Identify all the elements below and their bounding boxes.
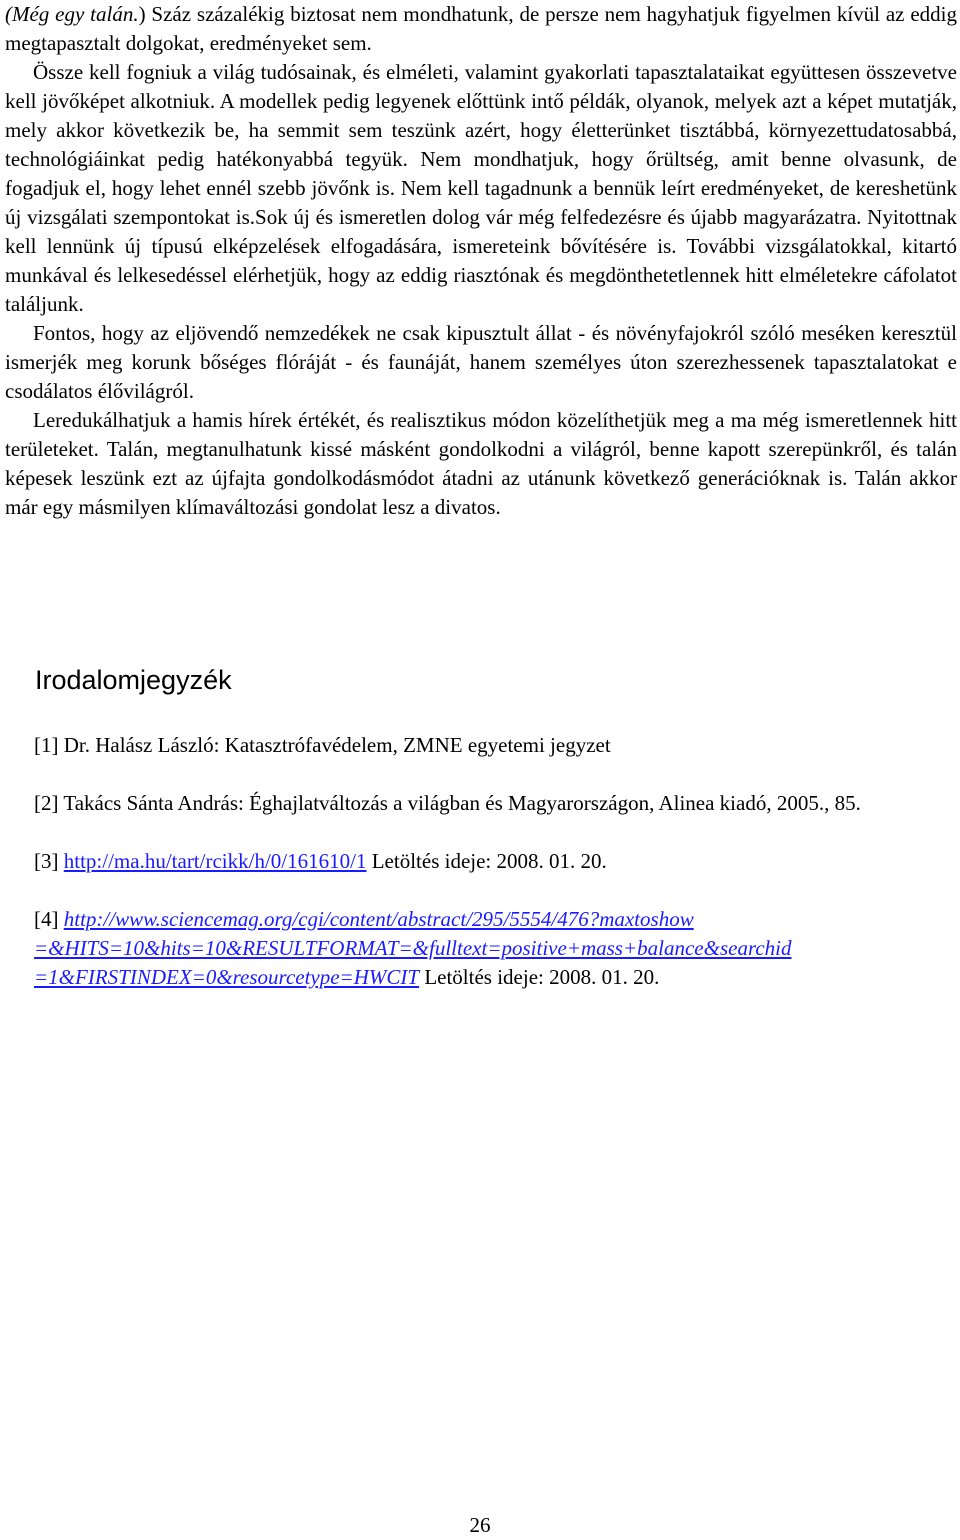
reference-3-suffix: Letöltés ideje: 2008. 01. 20. [366,849,607,873]
paragraph-1-italic: (Még egy talán. [5,2,139,26]
reference-3-prefix: [3] [34,849,64,873]
reference-3-link[interactable]: http://ma.hu/tart/rcikk/h/0/161610/1 [63,849,367,873]
reference-3 [34,847,956,876]
reference-4 [34,905,956,992]
reference-2: [2] Takács Sánta András: Éghajlatváltozás a világban és Magyarországon, Alinea kiadó, 2005., 85. [34,791,861,815]
bibliography-list [34,731,956,1021]
reference-4-link[interactable]: http://www.sciencemag.org/cgi/content/abstract/295/5554/476?maxtoshow =&HITS=10&hits=10&RESULTFORMAT=&fulltext=positive+mass+balance&searchid =1&FIRSTINDEX=0&resourcetype=HWCIT [34,907,792,989]
paragraph-2: Össze kell fogniuk a világ tudósainak, és elméleti, valamint gyakorlati tapasztalataikat együttesen összevetve kell jövőképet alkotniuk. A modellek pedig legyenek előttünk intő példák, olyanok, melyek azt a képet mutatják, mely akkor következik be, ha semmit sem teszünk azért, hogy életterünket tisztábbá, környezettudatosabbá, technológiáinkat pedig hatékonyabbá tegyük. Nem mondhatjuk, hogy őrültség, amit benne olvasunk, de fogadjuk el, hogy lehet ennél szebb jövőnk is. Nem kell tagadnunk a bennük leírt eredményeket, de kereshetünk új vizsgálati szempontokat is.Sok új és ismeretlen dolog vár még felfedezésre és újabb magyarázatra. Nyitottnak kell lennünk új típusú elképzelések elfogadására, ismereteink bővítésére is. További vizsgálatokkal, kitartó munkával és lelkesedéssel elérhetjük, hogy az eddig riasztónak és megdönthetetlennek hitt elméletekre cáfolatot találjunk. [5,60,957,316]
paragraph-1-text: ) Száz százalékig biztosat nem mondhatunk, de persze nem hagyhatjuk figyelmen kívül az eddig megtapasztalt dolgokat, eredményeket sem. [5,2,957,55]
paragraph-4: Leredukálhatjuk a hamis hírek értékét, és realisztikus módon közelíthetjük meg a ma még ismeretlennek hitt területeket. Talán, megtanulhatunk kissé másként gondolkodni a világról, benne kapott szerepünkről, és talán képesek leszünk ezt az újfajta gondolkodásmódot átadni az utánunk következő generációknak is. Talán akkor már egy másmilyen klímaváltozási gondolat lesz a divatos. [5,408,957,519]
paragraph-3: Fontos, hogy az eljövendő nemzedékek ne csak kipusztult állat - és növényfajokról szóló meséken keresztül ismerjék meg korunk bőséges flóráját - és faunáját, hanem személyes úton szerezhessenek tapasztalatokat e csodálatos élővilágról. [5,321,957,403]
page-number: 26 [469,1513,491,1537]
document-body [5,0,957,522]
reference-4-suffix: Letöltés ideje: 2008. 01. 20. [419,965,660,989]
paragraph-1 [5,0,957,58]
reference-4-prefix: [4] [34,907,64,931]
bibliography-heading: Irodalomjegyzék [35,665,232,695]
reference-1: [1] Dr. Halász László: Katasztrófavédelem, ZMNE egyetemi jegyzet [34,733,611,757]
